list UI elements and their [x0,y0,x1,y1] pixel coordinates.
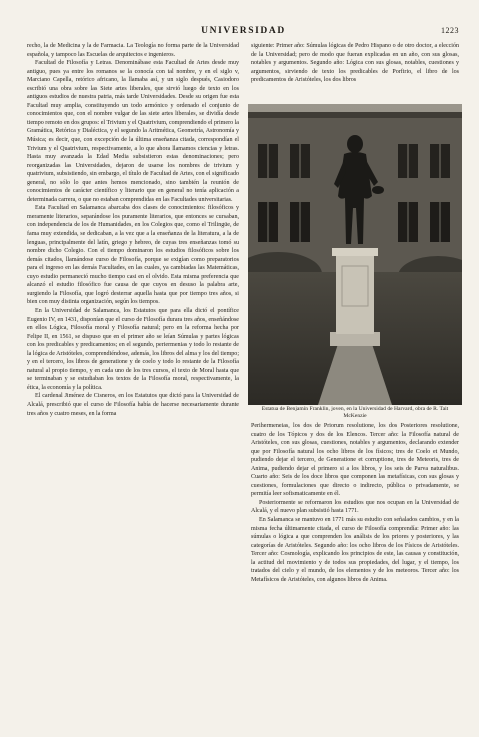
paragraph: Esta Facultad en Salamanca abarcaba dos clases de conocimientos: filosóficos y meramente literarios, separándose los puramente literarios, que entonces se cursaban, con independencia de los de Humanidades, en los Colegios que, como el Trilingüe, de fama muy extendida, se dedicaban, a la vez que a la enseñanza de la literatura, a la de lenguas, principalmente del latín, griego y hebreo, de cuyas tres enseñanzas tomó su nombre dicho Colegio. Con el tiempo dominaron los estudios filosóficos sobre los demás citados, llamándose curso de Filosofía, porque se exigían como preparatorios para el ingreso en las demás Facultades, en las cuales, ya cambiadas las Matemáticas, cuyo estudio permaneció mucho tiempo casi en el olvido. Esta misma preferencia que alcanzó el estudio filosófico fue causa de que cuyos en desuso la palabra arte, surgiendo la Filosofía, que logró desterrar aquella hasta que por tiempo tres años, si bien con muy distinta organización, según los tiempos. [27,205,239,306]
statue-photograph [248,104,462,405]
page-number: 1223 [441,26,459,35]
photo-illustration [248,104,462,405]
right-column-top [251,42,459,85]
paragraph: Facultad de Filosofía y Letras. Denominábase esta Facultad de Artes desde muy antiguo, pues ya entre los romanos se la conocía con tal nombre, y en el siglo v, Marciano Capella, retórico africano, la llamaba así, y un siglo después, Casiodoro escribió una obra sobre las Siete artes liberales, que sirvió luego de texto en los antiguos estudios de nuestra patria, más tarde Universidades. Desde su origen fue esta Facultad muy amplia, constituyendo un todo armónico y ordenado el conjunto de conocimientos que, con el nombre vulgar de las siete artes liberales, se dividía desde tiempo remoto en dos grupos: el Trivium y el Quatrivium, comprendiendo el primero la Gramática, Retórica y Dialéctica, y el segundo la Aritmética, Geometría, Astronomía y Música; es decir, que, con excepción de la última enseñanza citada, correspondían el Trivium y el Quatrivium, respectivamente, a lo que ahora llamamos ciencias y letras. Hasta muy avanzada la Edad Media subsistieron estas denominaciones; pero reorganizadas las Universidades, dejaron de usarse los nombres de trivium y quatrivium, subsistiendo, sin embargo, el título de Facultad de Artes, con el significado general, no sólo lo que antes hemos mencionado, sino también la reunión de conocimientos de carácter científico y literario que en general no tenía aplicación a determinada carrera, o que no estaban comprendidas en las Facultades universitarias. [27,60,239,203]
paragraph: El cardenal Jiménez de Cisneros, en los Estatutos que dictó para la Universidad de Alcalá, prescribió que el curso de Filosofía había de hacerse necesariamente durante tres años y cuatro meses, en la forma [27,393,239,417]
running-header [26,26,461,38]
paragraph: Perihermeneias, los dos de Priorum resolutione, los dos Posteriores resolutione, cuatro de los Tópicos y dos de los Elencos. Tercer año: la Filosofía natural de Aristóteles, con sus glosas, cuestiones, notables y argumentos, declarando extender que por Filosofía natural los ocho libros de los físicos; tres de Coelo et Mundo, pudiendo dejar el tercero, de Generatione et corruptione, tres de Meteoris, tres de Anima, pudiendo dejar el primero si a los libros, y los seis de Parva naturalibus. Cuarto año: Seis de los doce libros que componen las metafísicas, con sus glosas y cuestiones, formulaciones que directo o indirecto, pública o privadamente, se permitía leer sofismaticamente en él. [251,423,459,498]
paragraph: Posteriormente se reformaron los estudios que nos ocupan en la Universidad de Alcalá, y el nuevo plan subsistió hasta 1771. [251,499,459,515]
left-column [27,42,239,418]
right-column-bottom [251,422,459,584]
paragraph: En Salamanca se mantuvo en 1771 más su estudio con señalados cambios, y en la misma fecha últimamente citada, el curso de Filosofía comprendía: Primer año: las súmulas o lógica a que comprenden los análisis de los priores y posteriores, y las categorías de Aristóteles. Segundo año: los ocho libros de los Físicos de Aristóteles. Tercer año: Cosmología, explicando los principios de este, las causas y constitución, la actitud del movimiento y de todos sus propiedades, del lugar, y el tiempo, los tratados del cielo y el mundo, de los elementos y de los meteoros. Tercer año: los Metafísicos de Aristóteles, con algunos libros de Anima. [251,517,459,583]
paragraph: En la Universidad de Salamanca, los Estatutos que para ella dictó el pontífice Eugenio IV, en 1431, disponían que el curso de Filosofía durara tres años, enseñándose en ellos Lógica, Filosofía moral y Filosofía natural; pero en la reforma hecha por Felipe II, en 1561, se dispuso que en el primer año se leían Súmulas y partes lógicas con los predicables y predicamentos; en el segundo, periermenias y todo lo restante de la lógica de Aristóteles, comprendiéndose, además, los libros del alma y los del tiempo; y en el tercero, los libros de generatione y de coelo y todo lo restante de la Filosofía natural al propio tiempo, y en cada uno de los tres cursos, el texto de Moral hasta que se terminaban y se estudiaban los textos de la Filosofía moral, respectivamente, la ética, la economía y la política. [27,307,239,391]
page-title: UNIVERSIDAD [201,26,286,36]
paragraph: siguiente: Primer año: Súmulas lógicas de Pedro Hispano o de otro doctor, a elección de la Universidad; pero de modo que fueran explicadas en un año, con sus glosas, notables y argumentos. Segundo año: Lógica con sus glosas, notables, cuestiones y argumentos, sirviendo de texto los predicables de Porfirio, el libro de los predicamentos de Aristóteles, los dos libros [251,43,459,84]
paragraph: recho, la de Medicina y la de Farmacia. La Teología no forma parte de la Universidad española, y tampoco las Escuelas de arquitectos e ingenieros. [27,43,239,58]
figure-caption: Estatua de Benjamín Franklin, joven, en la Universidad de Harvard, obra de R. Tait McKenzie [261,406,449,420]
